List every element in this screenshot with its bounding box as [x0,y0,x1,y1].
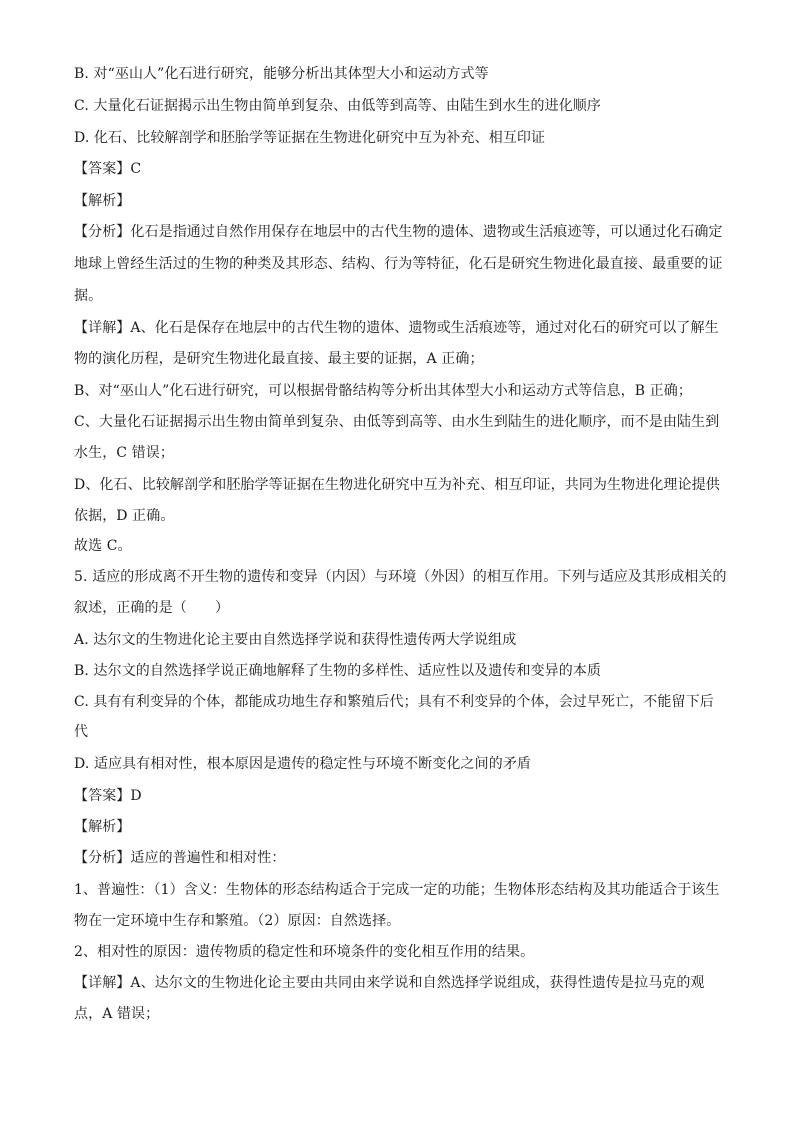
option-d-line: D. 适应具有相对性，根本原因是遗传的稳定性与环境不断变化之间的矛盾 [74,756,532,772]
detail-text-line: D、化石、比较解剖学和胚胎学等证据在生物进化研究中互为补充、相互印证，共同为生物进化理论提供 [74,477,720,493]
detail-text-line: B、对“巫山人”化石进行研究，可以根据骨骼结构等分析出其体型大小和运动方式等信息，B 正确； [74,383,692,399]
detail-text-line: 【详解】A、达尔文的生物进化论主要由共同由来学说和自然选择学说组成，获得性遗传是拉马克的观 [74,975,705,991]
option-d-line: D. 化石、比较解剖学和胚胎学等证据在生物进化研究中互为补充、相互印证 [74,130,546,146]
analysis-text-line: 【分析】化石是指通过自然作用保存在地层中的古代生物的遗体、遗物或生活痕迹等，可以通过化石确定 [74,224,723,240]
option-a-line: A. 达尔文的生物进化论主要由自然选择学说和获得性遗传两大学说组成 [74,632,517,648]
option-c-line: C. 大量化石证据揭示出生物由简单到复杂、由低等到高等、由陆生到水生的进化顺序 [74,98,602,114]
detail-text-line: C、大量化石证据揭示出生物由简单到复杂、由低等到高等、由水生到陆生的进化顺序，而不是由陆生到 [74,414,720,430]
detail-text-line: 【详解】A、化石是保存在地层中的古代生物的遗体、遗物或生活痕迹等，通过对化石的研究可以了解生 [74,320,719,336]
analysis-text-line: 据。 [74,288,103,304]
detail-text-line: 点，A 错误； [74,1006,160,1022]
analysis-text-line: 物在一定环境中生存和繁殖。（2）原因：自然选择。 [74,913,401,929]
detail-text-line: 物的演化历程，是研究生物进化最直接、最主要的证据，A 正确； [74,351,484,367]
option-b-line: B. 达尔文的自然选择学说正确地解释了生物的多样性、适应性以及遗传和变异的本质 [74,663,602,679]
conclusion-line: 故选 C。 [74,538,132,554]
option-c-line: C. 具有有利变异的个体，都能成功地生存和繁殖后代；具有不利变异的个体，会过早死亡，不能留下后 [74,694,714,710]
option-c-line: 代 [74,724,89,740]
analysis-text-line: 地球上曾经生活过的生物的种类及其形态、结构、行为等特征，化石是研究生物进化最直接、最重要的证 [74,256,723,272]
detail-text-line: 依据，D 正确。 [74,508,175,524]
question-5-stem: 5. 适应的形成离不开生物的遗传和变异（内因）与环境（外因）的相互作用。下列与适应及其形成相关的 [74,569,727,585]
answer-label: 【答案】C [74,161,142,177]
detail-text-line: 水生，C 错误； [74,445,174,461]
question-5-stem: 叙述，正确的是（ ） [74,600,230,616]
analysis-text-line: 2、相对性的原因：遗传物质的稳定性和环境条件的变化相互作用的结果。 [74,944,535,960]
answer-label: 【答案】D [74,788,142,804]
analysis-text-line: 1、普遍性：（1）含义：生物体的形态结构适合于完成一定的功能；生物体形态结构及其功能适合于该生 [74,882,720,898]
analysis-label: 【解析】 [74,819,131,835]
analysis-label: 【解析】 [74,193,131,209]
option-b-line: B. 对“巫山人”化石进行研究，能够分析出其体型大小和运动方式等 [74,66,489,82]
analysis-text-line: 【分析】适应的普遍性和相对性： [74,850,286,866]
